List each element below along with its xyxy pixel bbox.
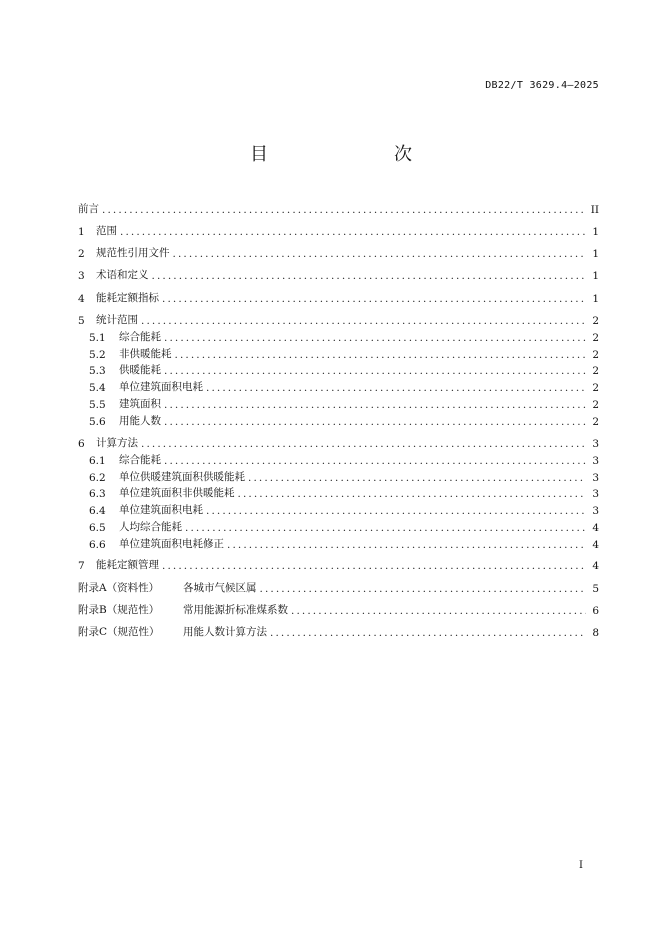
toc-entry-number: 6.3	[89, 488, 106, 500]
toc-entry-page: 2	[592, 349, 599, 361]
toc-entry-6-2[interactable]	[78, 468, 599, 484]
toc-leader-dots	[270, 627, 586, 639]
toc-entry-1[interactable]	[78, 222, 599, 238]
toc-entry-label: 供暖能耗	[119, 364, 161, 376]
toc-leader-dots	[164, 416, 586, 428]
toc-leader-dots	[175, 349, 587, 361]
toc-appendix-prefix: 附录B（规范性）	[78, 604, 160, 616]
toc-entry-label: 规范性引用文件	[96, 247, 170, 259]
toc-entry-page: 6	[592, 605, 599, 617]
toc-entry-label: 单位建筑面积电耗	[119, 381, 203, 393]
toc-leader-dots	[260, 583, 587, 595]
toc-entry-page: 2	[592, 399, 599, 411]
toc-entry-number: 1	[78, 226, 85, 238]
toc-entry-appendix-a[interactable]	[78, 579, 599, 595]
toc-appendix-prefix: 附录A（资料性）	[78, 582, 160, 594]
toc-entry-page: 2	[592, 382, 599, 394]
toc-entry-page: 3	[592, 488, 599, 500]
toc-entry-page: 3	[592, 505, 599, 517]
toc-leader-dots	[227, 539, 586, 551]
toc-entry-number: 5.3	[89, 365, 106, 377]
toc-entry-6-4[interactable]	[78, 501, 599, 517]
toc-entry-page: 3	[592, 455, 599, 467]
toc-entry-6-6[interactable]	[78, 535, 599, 551]
toc-entry-page: 5	[592, 583, 599, 595]
toc-leader-dots	[164, 365, 586, 377]
toc-entry-foreword[interactable]	[78, 200, 599, 216]
toc-entry-label: 单位建筑面积电耗	[119, 504, 203, 516]
toc-entry-5-2[interactable]	[78, 345, 599, 361]
toc-entry-page: 4	[592, 560, 599, 572]
toc-entry-page: 1	[592, 248, 599, 260]
toc-entry-label: 常用能源折标准煤系数	[183, 604, 288, 616]
toc-entry-6-3[interactable]	[78, 484, 599, 500]
toc-entry-7[interactable]	[78, 556, 599, 572]
toc-entry-5-3[interactable]	[78, 361, 599, 377]
toc-entry-number: 3	[78, 270, 85, 282]
toc-entry-number: 6.2	[89, 472, 106, 484]
toc-entry-5[interactable]	[78, 311, 599, 327]
toc-entry-label: 能耗定额指标	[96, 292, 159, 304]
toc-leader-dots	[141, 315, 586, 327]
toc-leader-dots	[152, 270, 587, 282]
toc-leader-dots	[185, 522, 586, 534]
toc-entry-6-1[interactable]	[78, 451, 599, 467]
toc-entry-page: 1	[592, 293, 599, 305]
page-number: I	[579, 860, 583, 871]
toc-entry-number: 5.5	[89, 399, 106, 411]
toc-leader-dots	[164, 332, 586, 344]
toc-entry-page: 2	[592, 332, 599, 344]
toc-entry-label: 统计范围	[96, 314, 138, 326]
toc-entry-label: 单位建筑面积电耗修正	[119, 538, 224, 550]
toc-leader-dots	[120, 226, 586, 238]
toc-entry-label: 各城市气候区属	[183, 582, 257, 594]
toc-entry-number: 7	[78, 560, 85, 572]
toc-entry-label: 能耗定额管理	[96, 559, 159, 571]
toc-entry-4[interactable]	[78, 289, 599, 305]
toc-leader-dots	[102, 204, 586, 216]
toc-entry-5-4[interactable]	[78, 378, 599, 394]
toc-entry-page: 3	[592, 438, 599, 450]
toc-entry-5-6[interactable]	[78, 412, 599, 428]
toc-entry-number: 6.1	[89, 455, 106, 467]
toc-entry-label: 非供暖能耗	[119, 348, 172, 360]
toc-leader-dots	[173, 248, 587, 260]
toc-entry-page: II	[590, 204, 599, 216]
toc-leader-dots	[164, 399, 586, 411]
toc-entry-5-1[interactable]	[78, 328, 599, 344]
toc-entry-page: 4	[592, 522, 599, 534]
toc-entry-number: 5.4	[89, 382, 106, 394]
toc-appendix-prefix: 附录C（规范性）	[78, 626, 160, 638]
toc-entry-label: 建筑面积	[119, 398, 161, 410]
toc-entry-page: 4	[592, 539, 599, 551]
toc-entry-label: 用能人数	[119, 415, 161, 427]
toc-entry-label: 术语和定义	[96, 269, 149, 281]
toc-entry-number: 5.2	[89, 349, 106, 361]
toc-entry-label: 单位建筑面积非供暖能耗	[119, 487, 235, 499]
toc-entry-number: 5.6	[89, 416, 106, 428]
toc-entry-label: 综合能耗	[119, 331, 161, 343]
toc-entry-page: 2	[592, 365, 599, 377]
toc-entry-number: 6	[78, 438, 85, 450]
toc-title: 目 次	[250, 144, 442, 165]
toc-entry-label: 计算方法	[96, 437, 138, 449]
toc-entry-label: 人均综合能耗	[119, 521, 182, 533]
toc-leader-dots	[206, 382, 586, 394]
toc-entry-number: 6.5	[89, 522, 106, 534]
toc-entry-label: 范围	[96, 225, 117, 237]
toc-entry-appendix-b[interactable]	[78, 601, 599, 617]
toc-leader-dots	[164, 455, 586, 467]
document-code: DB22/T 3629.4—2025	[485, 80, 599, 91]
toc-leader-dots	[162, 293, 586, 305]
toc-leader-dots	[238, 488, 587, 500]
toc-entry-page: 2	[592, 416, 599, 428]
toc-entry-page: 1	[592, 270, 599, 282]
toc-leader-dots	[248, 472, 586, 484]
toc-leader-dots	[291, 605, 586, 617]
toc-entry-page: 8	[592, 627, 599, 639]
toc-entry-6[interactable]	[78, 434, 599, 450]
toc-entry-page: 1	[592, 226, 599, 238]
toc-entry-label: 用能人数计算方法	[183, 626, 267, 638]
toc-entry-label: 单位供暖建筑面积供暖能耗	[119, 471, 245, 483]
toc-entry-number: 5	[78, 315, 85, 327]
toc-leader-dots	[141, 438, 586, 450]
toc-leader-dots	[162, 560, 586, 572]
toc-entry-appendix-c[interactable]	[78, 623, 599, 639]
toc-entry-number: 5.1	[89, 332, 106, 344]
toc-entry-page: 2	[592, 315, 599, 327]
toc-leader-dots	[206, 505, 586, 517]
toc-entry-page: 3	[592, 472, 599, 484]
toc-entry-6-5[interactable]	[78, 518, 599, 534]
toc-entry-number: 6.6	[89, 539, 106, 551]
toc-entry-number: 2	[78, 248, 85, 260]
toc-entry-3[interactable]	[78, 266, 599, 282]
toc-entry-label: 前言	[78, 203, 99, 215]
toc-entry-5-5[interactable]	[78, 395, 599, 411]
toc-entry-2[interactable]	[78, 244, 599, 260]
toc-entry-number: 4	[78, 293, 85, 305]
toc-entry-number: 6.4	[89, 505, 106, 517]
toc-entry-label: 综合能耗	[119, 454, 161, 466]
